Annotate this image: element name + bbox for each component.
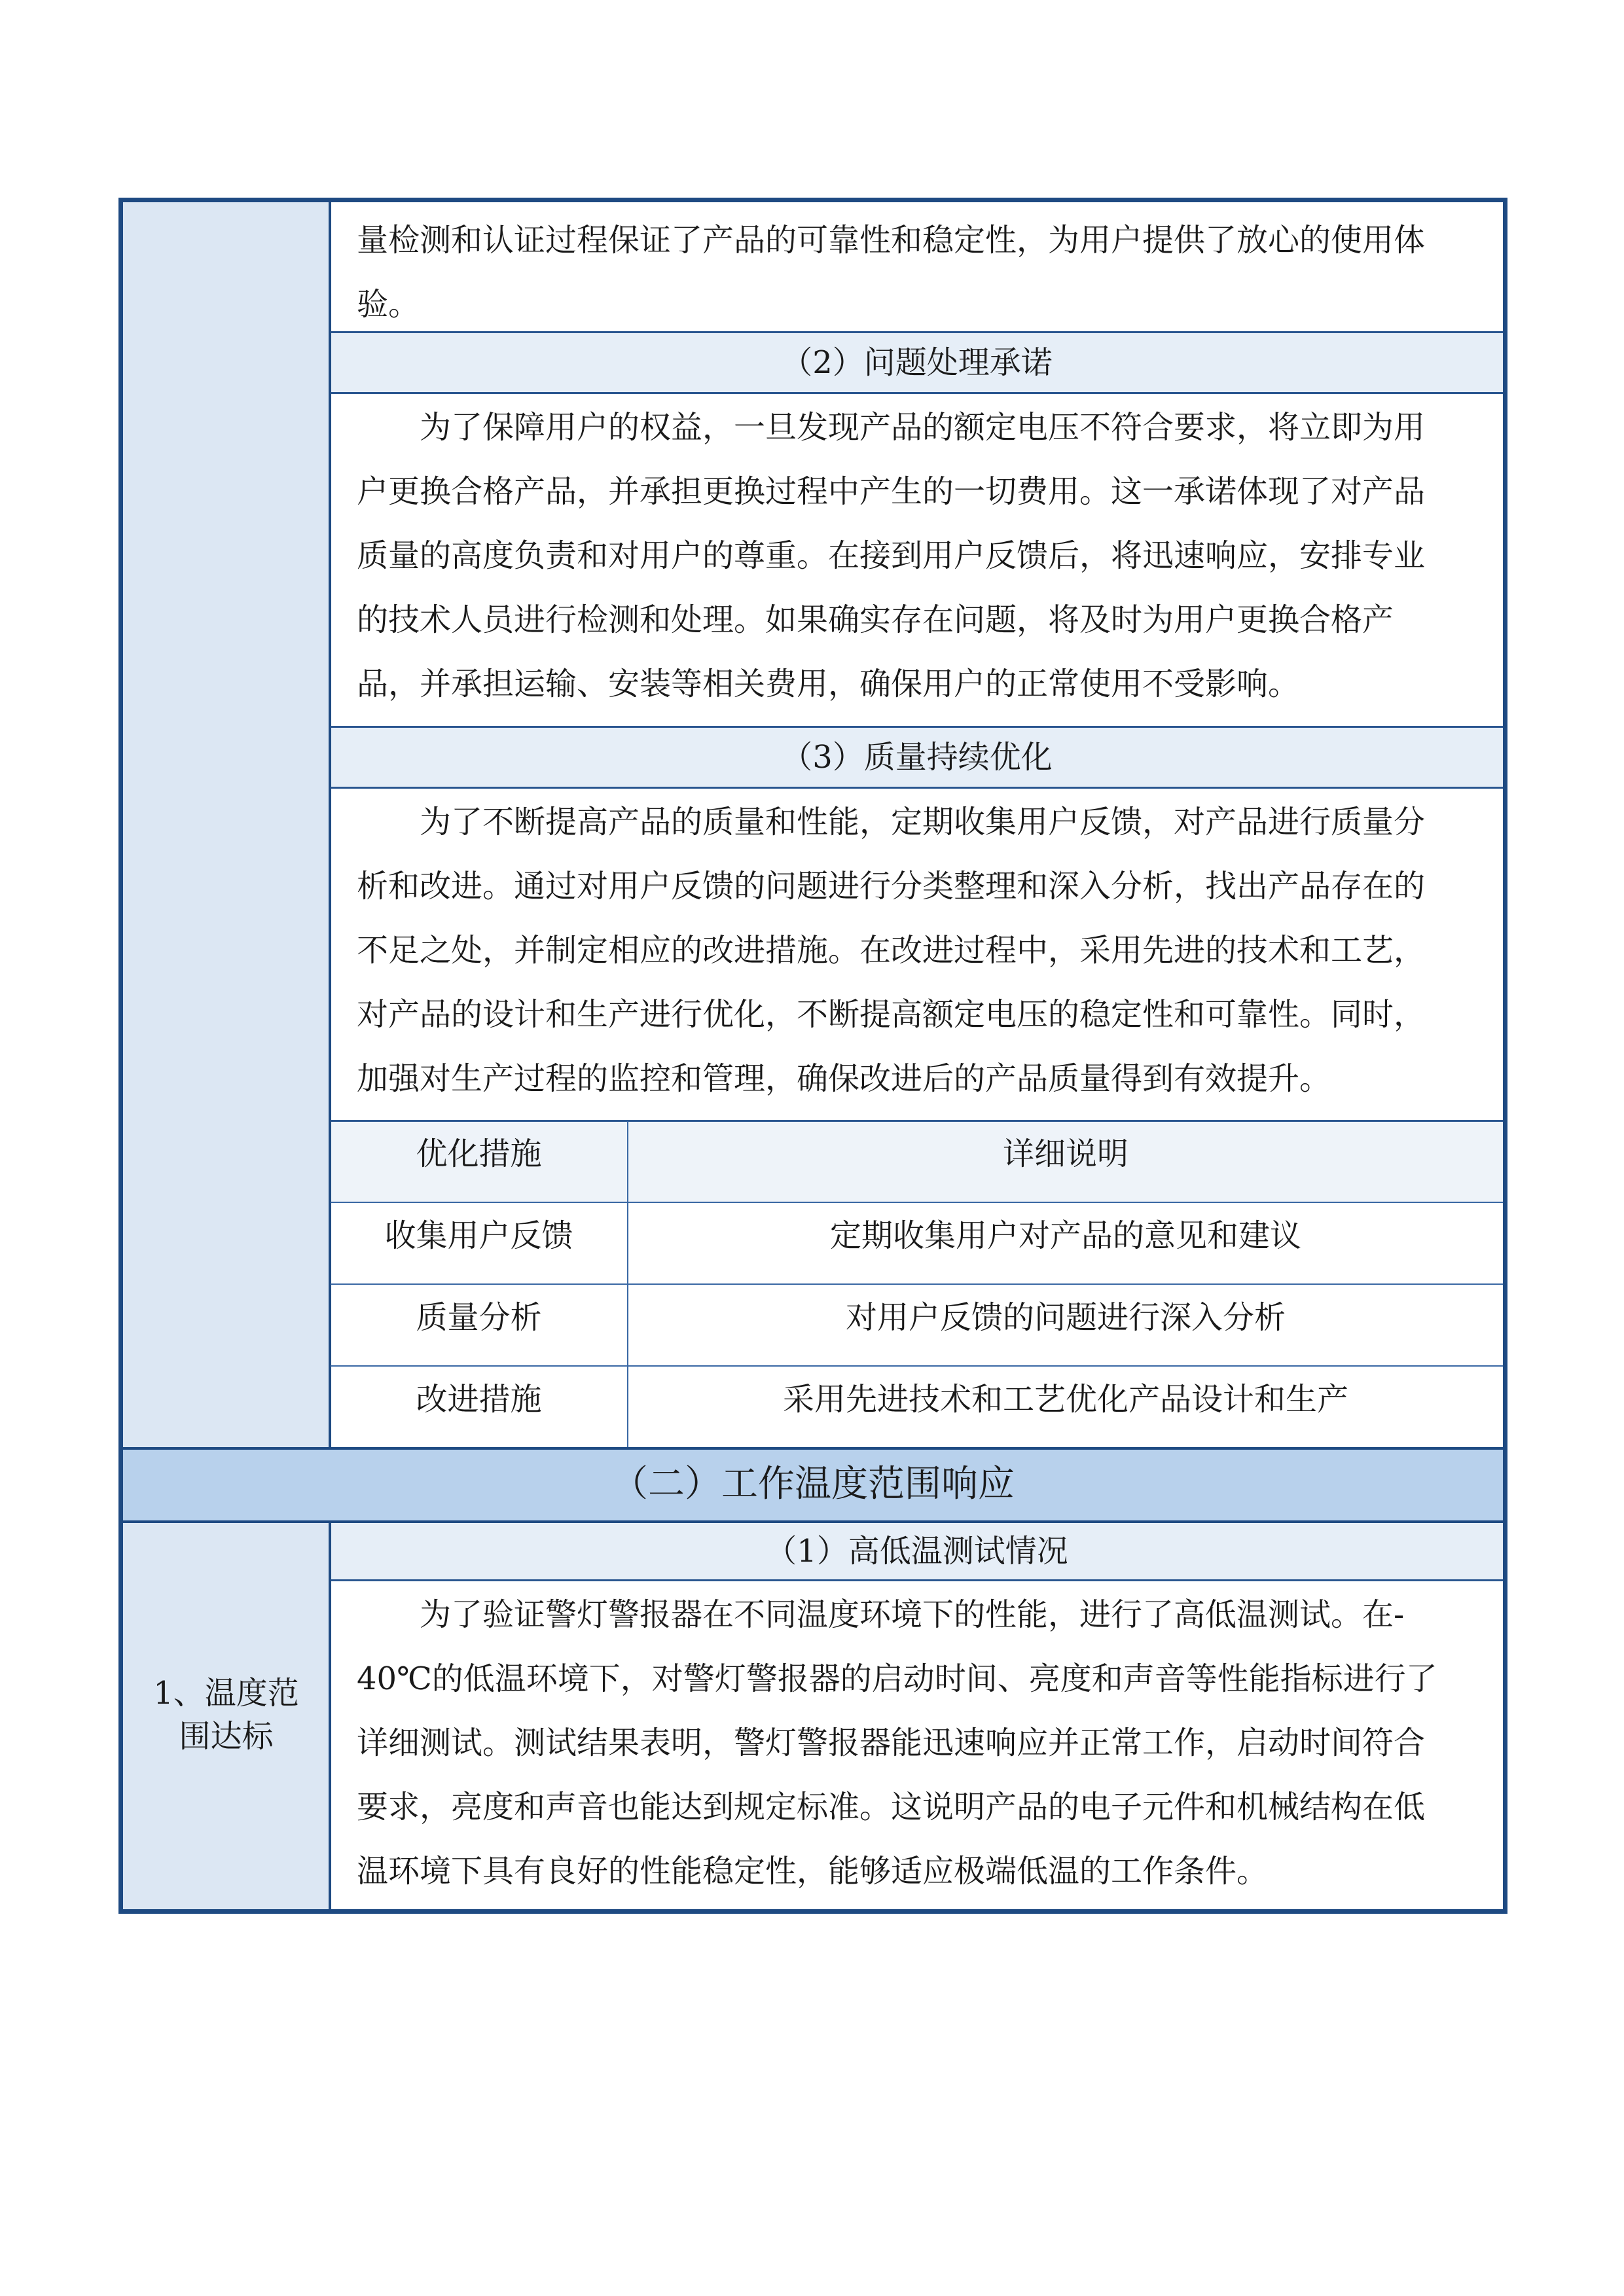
text-line: 质量的高度负责和对用户的尊重。在接到用户反馈后，将迅速响应，安排专业	[357, 537, 1426, 574]
text-line: 要求，亮度和声音也能达到规定标准。这说明产品的电子元件和机械结构在低	[357, 1789, 1426, 1825]
text-line: 详细测试。测试结果表明，警灯警报器能迅速响应并正常工作，启动时间符合	[357, 1725, 1426, 1761]
text-line: 品，并承担运输、安装等相关费用，确保用户的正常使用不受影响。	[357, 666, 1300, 702]
table-header-detail: 详细说明	[1002, 1136, 1128, 1172]
text-line: 温环境下具有良好的性能稳定性，能够适应极端低温的工作条件。	[357, 1853, 1269, 1890]
text-line: 验。	[357, 286, 420, 323]
text-line: 的技术人员进行检测和处理。如果确实存在问题，将及时为用户更换合格产	[357, 601, 1394, 638]
text-line: 户更换合格产品，并承担更换过程中产生的一切费用。这一承诺体现了对产品	[357, 473, 1426, 510]
table-header-measure: 优化措施	[416, 1136, 542, 1172]
quality-optimization-paragraph	[357, 790, 1483, 1111]
left-label-line: 围达标	[179, 1718, 274, 1755]
subheading-temperature-test: （1）高低温测试情况	[765, 1533, 1068, 1570]
text-line: 40℃的低温环境下，对警灯警报器的启动时间、亮度和声音等性能指标进行了	[357, 1660, 1437, 1697]
continuation-paragraph	[357, 208, 1483, 336]
table-cell: 质量分析	[416, 1299, 542, 1336]
table-cell: 对用户反馈的问题进行深入分析	[845, 1299, 1286, 1336]
text-line: 为了不断提高产品的质量和性能，定期收集用户反馈，对产品进行质量分	[420, 804, 1426, 840]
problem-handling-paragraph	[357, 395, 1483, 716]
text-line: 加强对生产过程的监控和管理，确保改进后的产品质量得到有效提升。	[357, 1060, 1331, 1097]
table-cell: 采用先进技术和工艺优化产品设计和生产	[782, 1381, 1348, 1418]
text-line: 不足之处，并制定相应的改进措施。在改进过程中，采用先进的技术和工艺，	[357, 932, 1426, 969]
table-cell: 定期收集用户对产品的意见和建议	[829, 1217, 1301, 1254]
text-line: 对产品的设计和生产进行优化，不断提高额定电压的稳定性和可靠性。同时，	[357, 996, 1426, 1033]
text-line: 为了保障用户的权益，一旦发现产品的额定电压不符合要求，将立即为用	[420, 409, 1426, 446]
left-label-line: 1、温度范	[153, 1675, 299, 1712]
left-label-temperature	[123, 1672, 329, 1758]
heading-quality-optimization: （3）质量持续优化	[781, 739, 1053, 776]
text-line: 量检测和认证过程保证了产品的可靠性和稳定性，为用户提供了放心的使用体	[357, 222, 1426, 259]
table-cell: 改进措施	[416, 1381, 542, 1418]
temperature-test-paragraph	[357, 1583, 1483, 1903]
heading-problem-handling: （2）问题处理承诺	[781, 344, 1053, 381]
table-cell: 收集用户反馈	[384, 1217, 573, 1254]
text-line: 析和改进。通过对用户反馈的问题进行分类整理和深入分析，找出产品存在的	[357, 868, 1426, 905]
section-title: （二）工作温度范围响应	[611, 1463, 1015, 1505]
text-line: 为了验证警灯警报器在不同温度环境下的性能，进行了高低温测试。在-	[420, 1596, 1405, 1633]
